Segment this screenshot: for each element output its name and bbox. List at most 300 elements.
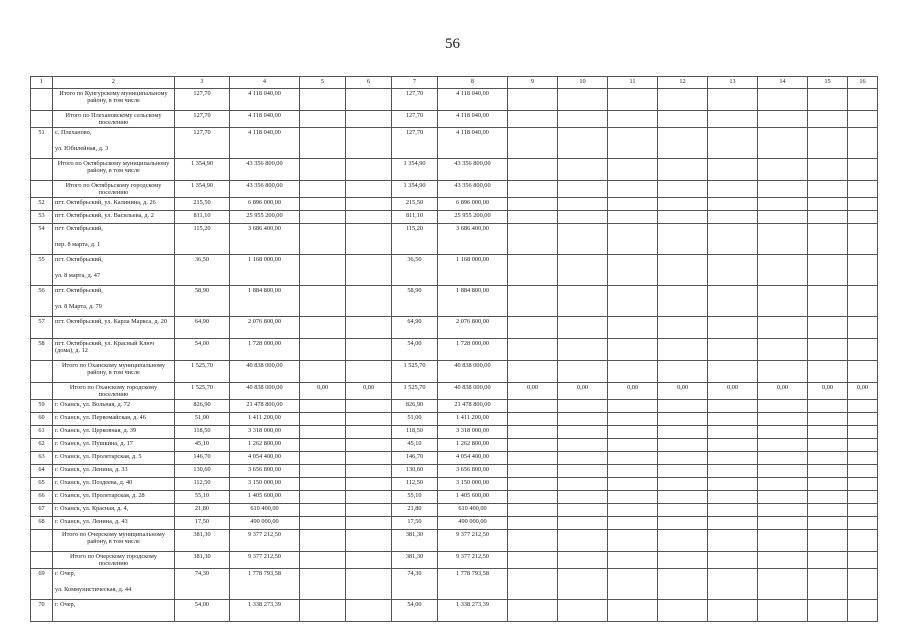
value-cell-col-3: 36,50	[175, 255, 230, 286]
value-cell-col-3: 127,70	[175, 89, 230, 111]
value-cell-col-16	[848, 211, 878, 224]
row-number: 55	[31, 255, 53, 286]
value-cell-col-12	[658, 361, 708, 383]
value-cell-col-8: 1 411 200,00	[438, 413, 508, 426]
housing-table	[30, 76, 878, 622]
row-number	[31, 383, 53, 400]
value-cell-col-9	[508, 286, 558, 317]
value-cell-col-3: 112,50	[175, 478, 230, 491]
address-cell: г. Оханск, ул. Ленина, д. 33	[53, 465, 175, 478]
value-cell-col-4: 4 118 040,00	[230, 89, 300, 111]
value-cell-col-13	[708, 465, 758, 478]
value-cell-col-7: 130,60	[392, 465, 438, 478]
table-row	[31, 400, 878, 413]
value-cell-col-3: 74,30	[175, 569, 230, 600]
value-cell-col-15	[808, 111, 848, 128]
value-cell-col-12	[658, 159, 708, 181]
value-cell-col-12	[658, 317, 708, 339]
value-cell-col-16	[848, 317, 878, 339]
value-cell-col-13	[708, 339, 758, 361]
row-number: 64	[31, 465, 53, 478]
value-cell-col-13	[708, 426, 758, 439]
address-cell: пгт. Октябрьский, ул. Калинина, д. 26	[53, 198, 175, 211]
value-cell-col-11	[608, 400, 658, 413]
value-cell-col-4: 25 955 200,00	[230, 211, 300, 224]
value-cell-col-8: 1 728 000,00	[438, 339, 508, 361]
value-cell-col-6	[346, 211, 392, 224]
value-cell-col-12	[658, 255, 708, 286]
value-cell-col-4: 3 656 800,00	[230, 465, 300, 478]
value-cell-col-9	[508, 128, 558, 159]
value-cell-col-10	[558, 426, 608, 439]
value-cell-col-7: 127,70	[392, 111, 438, 128]
column-header-5: 5	[300, 77, 346, 89]
value-cell-col-11	[608, 552, 658, 569]
table-row	[31, 383, 878, 400]
value-cell-col-6	[346, 504, 392, 517]
value-cell-col-15	[808, 181, 848, 198]
value-cell-col-9	[508, 224, 558, 255]
value-cell-col-10	[558, 339, 608, 361]
value-cell-col-3: 146,70	[175, 452, 230, 465]
value-cell-col-12	[658, 465, 708, 478]
value-cell-col-5	[300, 413, 346, 426]
value-cell-col-7: 215,50	[392, 198, 438, 211]
value-cell-col-12	[658, 600, 708, 622]
value-cell-col-4: 2 076 800,00	[230, 317, 300, 339]
column-header-2: 2	[53, 77, 175, 89]
value-cell-col-7: 51,00	[392, 413, 438, 426]
value-cell-col-7: 381,30	[392, 552, 438, 569]
value-cell-col-13	[708, 400, 758, 413]
value-cell-col-11	[608, 317, 658, 339]
value-cell-col-16: 0,00	[848, 383, 878, 400]
value-cell-col-9	[508, 181, 558, 198]
value-cell-col-7: 112,50	[392, 478, 438, 491]
value-cell-col-14	[758, 465, 808, 478]
value-cell-col-3: 1 354,90	[175, 159, 230, 181]
value-cell-col-10	[558, 600, 608, 622]
value-cell-col-5	[300, 286, 346, 317]
address-cell: Итого по Кунгурскому муниципальному району, в том числе	[53, 89, 175, 111]
value-cell-col-7: 826,90	[392, 400, 438, 413]
value-cell-col-5	[300, 339, 346, 361]
value-cell-col-10	[558, 504, 608, 517]
value-cell-col-11	[608, 569, 658, 600]
address-cell: Итого по Очерскому городскому поселению	[53, 552, 175, 569]
value-cell-col-4: 1 884 800,00	[230, 286, 300, 317]
value-cell-col-16	[848, 181, 878, 198]
value-cell-col-6	[346, 400, 392, 413]
column-header-9: 9	[508, 77, 558, 89]
value-cell-col-11	[608, 478, 658, 491]
value-cell-col-15	[808, 530, 848, 552]
value-cell-col-14	[758, 255, 808, 286]
value-cell-col-15	[808, 198, 848, 211]
value-cell-col-11	[608, 111, 658, 128]
value-cell-col-10	[558, 517, 608, 530]
row-number: 58	[31, 339, 53, 361]
value-cell-col-14	[758, 181, 808, 198]
address-cell: Итого по Оханскому муниципальному району, в том числе	[53, 361, 175, 383]
value-cell-col-7: 146,70	[392, 452, 438, 465]
value-cell-col-12	[658, 111, 708, 128]
value-cell-col-3: 17,50	[175, 517, 230, 530]
table-row	[31, 317, 878, 339]
value-cell-col-5	[300, 159, 346, 181]
address-cell: г. Оханск, ул. Пролетарская, д. 28	[53, 491, 175, 504]
table-row	[31, 530, 878, 552]
value-cell-col-4: 1 405 600,00	[230, 491, 300, 504]
value-cell-col-16	[848, 569, 878, 600]
table-row	[31, 426, 878, 439]
value-cell-col-11	[608, 452, 658, 465]
value-cell-col-7: 45,10	[392, 439, 438, 452]
value-cell-col-8: 21 478 800,00	[438, 400, 508, 413]
value-cell-col-12	[658, 517, 708, 530]
value-cell-col-16	[848, 111, 878, 128]
value-cell-col-16	[848, 478, 878, 491]
value-cell-col-5	[300, 255, 346, 286]
row-number	[31, 530, 53, 552]
value-cell-col-13	[708, 317, 758, 339]
table-row	[31, 159, 878, 181]
value-cell-col-11	[608, 426, 658, 439]
value-cell-col-11	[608, 413, 658, 426]
table-row	[31, 111, 878, 128]
value-cell-col-11	[608, 89, 658, 111]
value-cell-col-14	[758, 111, 808, 128]
value-cell-col-8: 4 054 400,00	[438, 452, 508, 465]
table-row	[31, 452, 878, 465]
table-row	[31, 89, 878, 111]
value-cell-col-12	[658, 569, 708, 600]
value-cell-col-5	[300, 530, 346, 552]
value-cell-col-4: 3 318 000,00	[230, 426, 300, 439]
value-cell-col-16	[848, 413, 878, 426]
value-cell-col-7: 1 354,90	[392, 181, 438, 198]
column-header-14: 14	[758, 77, 808, 89]
value-cell-col-12	[658, 504, 708, 517]
value-cell-col-6	[346, 413, 392, 426]
row-number: 65	[31, 478, 53, 491]
value-cell-col-5	[300, 111, 346, 128]
value-cell-col-12	[658, 413, 708, 426]
value-cell-col-14	[758, 413, 808, 426]
value-cell-col-5	[300, 361, 346, 383]
value-cell-col-15	[808, 504, 848, 517]
table-row	[31, 198, 878, 211]
value-cell-col-8: 3 686 400,00	[438, 224, 508, 255]
value-cell-col-10	[558, 491, 608, 504]
value-cell-col-14	[758, 426, 808, 439]
value-cell-col-12	[658, 400, 708, 413]
value-cell-col-11	[608, 181, 658, 198]
value-cell-col-9	[508, 491, 558, 504]
value-cell-col-3: 381,30	[175, 552, 230, 569]
value-cell-col-14	[758, 504, 808, 517]
row-number	[31, 181, 53, 198]
value-cell-col-6	[346, 465, 392, 478]
value-cell-col-4: 4 054 400,00	[230, 452, 300, 465]
value-cell-col-9	[508, 530, 558, 552]
value-cell-col-10	[558, 452, 608, 465]
value-cell-col-4: 490 000,00	[230, 517, 300, 530]
value-cell-col-11	[608, 600, 658, 622]
value-cell-col-7: 1 525,70	[392, 361, 438, 383]
row-number: 62	[31, 439, 53, 452]
address-cell	[53, 255, 175, 286]
value-cell-col-6	[346, 439, 392, 452]
value-cell-col-5	[300, 552, 346, 569]
address-cell	[53, 286, 175, 317]
value-cell-col-14	[758, 452, 808, 465]
value-cell-col-6	[346, 478, 392, 491]
value-cell-col-9	[508, 339, 558, 361]
value-cell-col-15	[808, 600, 848, 622]
value-cell-col-13	[708, 111, 758, 128]
row-number: 69	[31, 569, 53, 600]
value-cell-col-8: 40 838 000,00	[438, 361, 508, 383]
value-cell-col-15	[808, 465, 848, 478]
value-cell-col-4: 43 356 800,00	[230, 181, 300, 198]
value-cell-col-15	[808, 224, 848, 255]
column-header-15: 15	[808, 77, 848, 89]
table-row	[31, 517, 878, 530]
value-cell-col-15	[808, 89, 848, 111]
value-cell-col-11	[608, 517, 658, 530]
value-cell-col-3: 54,00	[175, 600, 230, 622]
value-cell-col-14	[758, 478, 808, 491]
value-cell-col-8: 43 356 800,00	[438, 159, 508, 181]
value-cell-col-7: 17,50	[392, 517, 438, 530]
value-cell-col-12	[658, 530, 708, 552]
value-cell-col-8: 4 118 040,00	[438, 111, 508, 128]
value-cell-col-6	[346, 530, 392, 552]
value-cell-col-13	[708, 159, 758, 181]
value-cell-col-6	[346, 224, 392, 255]
value-cell-col-6	[346, 339, 392, 361]
value-cell-col-9	[508, 517, 558, 530]
table-row	[31, 552, 878, 569]
value-cell-col-4: 1 338 273,39	[230, 600, 300, 622]
value-cell-col-13	[708, 517, 758, 530]
value-cell-col-8: 1 338 273,39	[438, 600, 508, 622]
value-cell-col-11	[608, 198, 658, 211]
table-row	[31, 339, 878, 361]
value-cell-col-14	[758, 159, 808, 181]
value-cell-col-9	[508, 211, 558, 224]
value-cell-col-5	[300, 317, 346, 339]
value-cell-col-5	[300, 600, 346, 622]
value-cell-col-14	[758, 361, 808, 383]
value-cell-col-8: 1 168 000,00	[438, 255, 508, 286]
value-cell-col-9	[508, 198, 558, 211]
value-cell-col-9	[508, 504, 558, 517]
value-cell-col-9	[508, 111, 558, 128]
row-number	[31, 159, 53, 181]
value-cell-col-10	[558, 128, 608, 159]
value-cell-col-13	[708, 361, 758, 383]
value-cell-col-5	[300, 465, 346, 478]
value-cell-col-7: 74,30	[392, 569, 438, 600]
address-line-1: г. Очер,	[55, 570, 76, 577]
value-cell-col-7: 54,00	[392, 600, 438, 622]
value-cell-col-6	[346, 111, 392, 128]
value-cell-col-4: 1 168 000,00	[230, 255, 300, 286]
table-row	[31, 211, 878, 224]
value-cell-col-9	[508, 400, 558, 413]
value-cell-col-8: 4 118 040,00	[438, 89, 508, 111]
value-cell-col-6: 0,00	[346, 383, 392, 400]
value-cell-col-9	[508, 600, 558, 622]
value-cell-col-4: 43 356 800,00	[230, 159, 300, 181]
value-cell-col-4: 9 377 212,50	[230, 530, 300, 552]
value-cell-col-9	[508, 465, 558, 478]
value-cell-col-15	[808, 361, 848, 383]
value-cell-col-8: 3 656 800,00	[438, 465, 508, 478]
value-cell-col-13	[708, 504, 758, 517]
value-cell-col-3: 130,60	[175, 465, 230, 478]
value-cell-col-14	[758, 89, 808, 111]
value-cell-col-16	[848, 517, 878, 530]
value-cell-col-8: 1 262 800,00	[438, 439, 508, 452]
value-cell-col-8: 6 896 000,00	[438, 198, 508, 211]
address-cell: г. Оханск, ул. Пушкина, д. 17	[53, 439, 175, 452]
value-cell-col-4: 21 478 800,00	[230, 400, 300, 413]
value-cell-col-13	[708, 552, 758, 569]
value-cell-col-3: 54,00	[175, 339, 230, 361]
value-cell-col-14	[758, 400, 808, 413]
value-cell-col-6	[346, 552, 392, 569]
value-cell-col-8: 2 076 800,00	[438, 317, 508, 339]
value-cell-col-15	[808, 413, 848, 426]
address-cell	[53, 128, 175, 159]
value-cell-col-15	[808, 426, 848, 439]
value-cell-col-10	[558, 361, 608, 383]
value-cell-col-14	[758, 600, 808, 622]
value-cell-col-8: 9 377 212,50	[438, 552, 508, 569]
value-cell-col-12	[658, 491, 708, 504]
value-cell-col-16	[848, 439, 878, 452]
value-cell-col-5	[300, 181, 346, 198]
table-row	[31, 224, 878, 255]
value-cell-col-14	[758, 569, 808, 600]
table-row	[31, 504, 878, 517]
value-cell-col-13: 0,00	[708, 383, 758, 400]
value-cell-col-3: 127,70	[175, 111, 230, 128]
value-cell-col-14	[758, 517, 808, 530]
value-cell-col-6	[346, 128, 392, 159]
value-cell-col-13	[708, 530, 758, 552]
value-cell-col-16	[848, 465, 878, 478]
value-cell-col-7: 64,90	[392, 317, 438, 339]
address-line-1: пгт. Октябрьский,	[55, 287, 103, 294]
value-cell-col-9	[508, 159, 558, 181]
value-cell-col-11	[608, 211, 658, 224]
value-cell-col-10: 0,00	[558, 383, 608, 400]
row-number: 52	[31, 198, 53, 211]
value-cell-col-16	[848, 400, 878, 413]
value-cell-col-15	[808, 552, 848, 569]
value-cell-col-8: 610 400,00	[438, 504, 508, 517]
table-row	[31, 439, 878, 452]
value-cell-col-14	[758, 286, 808, 317]
value-cell-col-3: 51,00	[175, 413, 230, 426]
value-cell-col-3: 127,70	[175, 128, 230, 159]
value-cell-col-3: 21,80	[175, 504, 230, 517]
address-cell: г. Оханск, ул. Первомайская, д. 46	[53, 413, 175, 426]
value-cell-col-8: 40 838 000,00	[438, 383, 508, 400]
value-cell-col-6	[346, 255, 392, 286]
value-cell-col-16	[848, 552, 878, 569]
value-cell-col-11	[608, 465, 658, 478]
value-cell-col-8: 3 318 000,00	[438, 426, 508, 439]
value-cell-col-13	[708, 181, 758, 198]
value-cell-col-6	[346, 317, 392, 339]
address-cell: пгт. Октябрьский, ул. Карла Маркса, д. 20	[53, 317, 175, 339]
value-cell-col-11	[608, 491, 658, 504]
value-cell-col-8: 25 955 200,00	[438, 211, 508, 224]
value-cell-col-8: 4 118 040,00	[438, 128, 508, 159]
table-row	[31, 413, 878, 426]
value-cell-col-16	[848, 128, 878, 159]
value-cell-col-6	[346, 452, 392, 465]
address-cell: г. Очер,	[53, 600, 175, 622]
value-cell-col-11	[608, 255, 658, 286]
value-cell-col-5	[300, 128, 346, 159]
value-cell-col-11	[608, 504, 658, 517]
row-number: 68	[31, 517, 53, 530]
value-cell-col-13	[708, 89, 758, 111]
value-cell-col-16	[848, 600, 878, 622]
value-cell-col-15	[808, 491, 848, 504]
column-header-8: 8	[438, 77, 508, 89]
value-cell-col-13	[708, 439, 758, 452]
value-cell-col-12	[658, 478, 708, 491]
value-cell-col-5	[300, 426, 346, 439]
value-cell-col-13	[708, 413, 758, 426]
address-line-2: ул. Коммунистическая, д. 44	[55, 586, 132, 593]
row-number: 63	[31, 452, 53, 465]
value-cell-col-5	[300, 517, 346, 530]
value-cell-col-12	[658, 452, 708, 465]
address-line-2: пер. 8 марта, д. 1	[55, 241, 101, 248]
address-cell: г. Оханск, ул. Церковная, д. 39	[53, 426, 175, 439]
value-cell-col-13	[708, 198, 758, 211]
column-header-3: 3	[175, 77, 230, 89]
value-cell-col-7: 127,70	[392, 89, 438, 111]
table-row	[31, 600, 878, 622]
value-cell-col-13	[708, 286, 758, 317]
value-cell-col-11	[608, 286, 658, 317]
table-row	[31, 491, 878, 504]
value-cell-col-9	[508, 413, 558, 426]
value-cell-col-7: 21,80	[392, 504, 438, 517]
value-cell-col-10	[558, 569, 608, 600]
value-cell-col-15	[808, 478, 848, 491]
value-cell-col-14	[758, 211, 808, 224]
value-cell-col-10	[558, 211, 608, 224]
value-cell-col-12	[658, 439, 708, 452]
address-cell: г. Оханск, ул. Ленина, д. 43	[53, 517, 175, 530]
address-line-2: ул. 8 марта, д. 47	[55, 272, 101, 279]
value-cell-col-4: 1 778 793,58	[230, 569, 300, 600]
value-cell-col-13	[708, 224, 758, 255]
value-cell-col-6	[346, 517, 392, 530]
row-number: 57	[31, 317, 53, 339]
address-cell: пгт. Октябрьский, ул. Красный Ключ (дома), д. 12	[53, 339, 175, 361]
